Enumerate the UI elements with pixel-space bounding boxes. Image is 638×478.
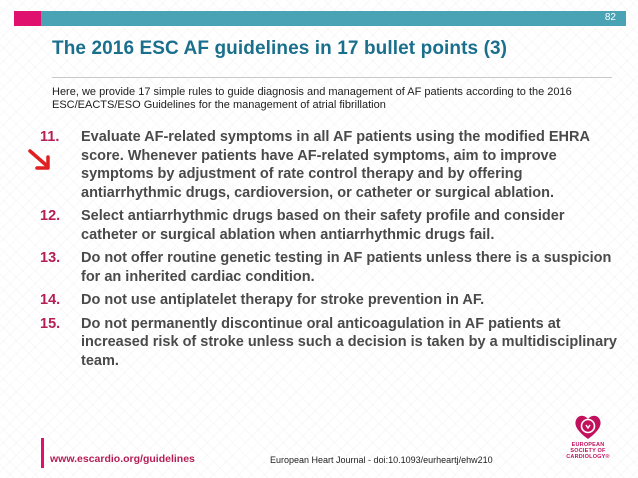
top-bar-accent bbox=[14, 11, 41, 26]
esc-logo bbox=[560, 412, 616, 470]
bullet-text: Do not offer routine genetic testing in AF patients unless there is a suspicion for an inherited cardiac condition. bbox=[81, 250, 612, 285]
logo-line-3: CARDIOLOGY® bbox=[566, 454, 610, 460]
logo-line-1: EUROPEAN bbox=[571, 442, 605, 448]
top-bar bbox=[14, 11, 626, 26]
bullet-text: Do not use antiplatelet therapy for stroke prevention in AF. bbox=[81, 292, 485, 308]
intro-text: Here, we provide 17 simple rules to guide diagnosis and management of AF patients according to the 2016 ESC/EACTS/ESO Guidelines for the management of atrial fibrillation bbox=[52, 86, 572, 111]
bullet-list bbox=[40, 128, 620, 375]
bullet-number: 11. bbox=[40, 129, 60, 145]
guidelines-link[interactable]: www.escardio.org/guidelines bbox=[50, 453, 195, 465]
list-item bbox=[40, 291, 620, 310]
bullet-number: 14. bbox=[40, 292, 61, 308]
bullet-text: Select antiarrhythmic drugs based on their safety profile and consider catheter or surgical ablation when antiarrhythmic drugs fail. bbox=[81, 208, 565, 243]
journal-citation: European Heart Journal - doi:10.1093/eurheartj/ehw210 bbox=[270, 455, 493, 465]
footer-accent-bar bbox=[41, 438, 44, 468]
list-item bbox=[40, 315, 620, 371]
list-item bbox=[40, 207, 620, 244]
bullet-number: 13. bbox=[40, 250, 61, 266]
heart-logo-icon bbox=[573, 412, 603, 442]
bullet-number: 12. bbox=[40, 208, 61, 224]
bullet-text: Do not permanently discontinue oral anticoagulation in AF patients at increased risk of stroke unless such a decision is taken by a multidisciplinary team. bbox=[81, 315, 617, 369]
slide-number: 82 bbox=[604, 12, 616, 23]
list-item bbox=[40, 128, 620, 202]
logo-line-2: SOCIETY OF bbox=[570, 448, 606, 454]
list-item bbox=[40, 249, 620, 286]
bullet-number: 15. bbox=[40, 315, 61, 332]
page-title: The 2016 ESC AF guidelines in 17 bullet points (3) bbox=[52, 38, 508, 59]
title-divider bbox=[52, 77, 612, 78]
bullet-text: Evaluate AF-related symptoms in all AF patients using the modified EHRA score. Whenever patients have AF-related symptoms, aim to improve symptoms by adjustment of rate control therapy and by offering antiarrhythmic drugs, cardioversion, or catheter or surgical ablation. bbox=[81, 129, 590, 201]
